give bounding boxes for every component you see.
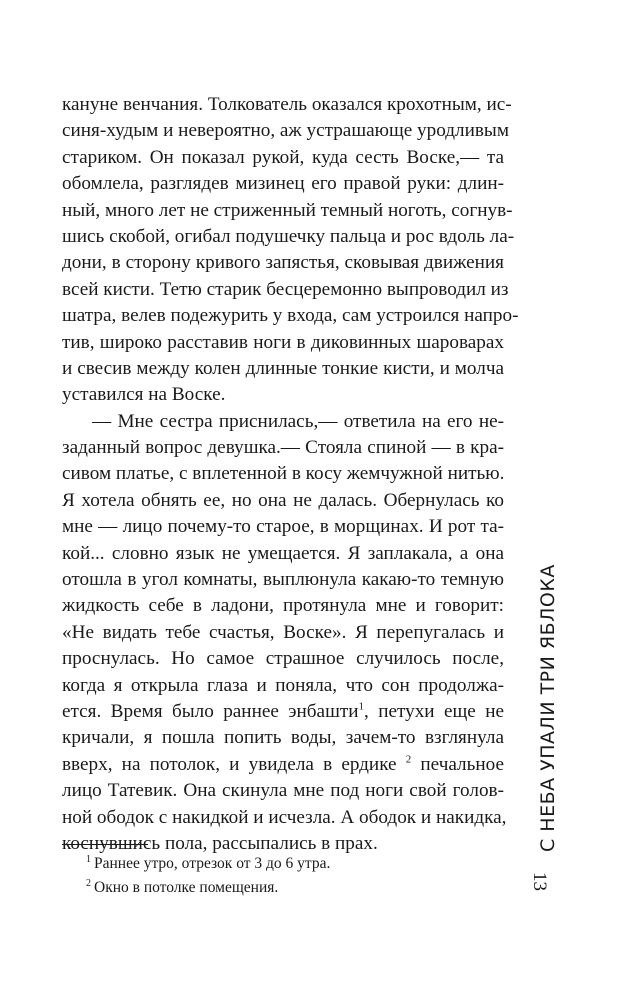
text-line: — Мне сестра приснилась,— ответила на его не- <box>92 410 504 432</box>
footnote-item <box>86 852 506 876</box>
footnote-text: Раннее утро, отрезок от 3 до 6 утра. <box>94 855 331 872</box>
text-line: стариком. Он показал рукой, куда сесть Воске,— та <box>62 146 504 168</box>
text-line: кой... словно язык не умещается. Я заплакала, а она <box>62 542 504 564</box>
text-fragment: вверх, на потолок, и увидела в ердике <box>62 753 397 775</box>
text-line: ной ободок с накидкой и исчезла. А ободок и накидка, <box>62 806 507 828</box>
text-line: шись скобой, огибал подушечку пальца и рос вдоль ла- <box>62 225 515 247</box>
footnote-divider <box>62 844 148 845</box>
text-line: сивом платье, с вплетенной в косу жемчужной нитью. <box>62 463 505 485</box>
running-head-title: С НЕБА УПАЛИ ТРИ ЯБЛОКА <box>537 564 559 852</box>
text-line: дони, в сторону кривого запястья, сковывая движения <box>62 252 504 274</box>
text-line: всей кисти. Тетю старик бесцеремонно выпроводил из <box>62 278 509 300</box>
footnote-ref: 2 <box>405 753 412 766</box>
footnote-item <box>86 876 506 900</box>
text-line-with-footnote <box>62 752 504 778</box>
text-line: обомлела, разглядев мизинец его правой руки: длин- <box>62 173 504 195</box>
text-fragment: ется. Время было раннее энбашти <box>62 700 359 722</box>
text-line: жидкость себе в ладони, протянула мне и говорит: <box>62 595 504 617</box>
footnotes <box>86 852 506 900</box>
text-fragment: , петухи еще не <box>364 700 504 722</box>
text-line: когда я открыла глаза и поняла, что сон продолжа- <box>62 674 504 696</box>
footnote-text: Окно в потолке помещения. <box>94 879 279 896</box>
text-line-with-footnote <box>62 699 504 725</box>
footnote-ref: 1 <box>358 700 364 713</box>
text-line: Я хотела обнять ее, но она не далась. Обернулась ко <box>62 489 504 511</box>
text-line: кричали, я пошла попить воды, зачем-то взглянула <box>62 727 504 749</box>
text-line: шатра, велев подежурить у входа, сам устроился напро- <box>62 305 519 327</box>
text-line: заданный вопрос девушка.— Стояла спиной — в кра- <box>62 437 504 459</box>
text-line: уставился на Воске. <box>62 384 226 406</box>
text-line: кануне венчания. Толкователь оказался крохотным, ис- <box>62 94 512 115</box>
text-line: коснувшись пола, рассыпались в прах. <box>62 832 378 854</box>
page-number-text: 13 <box>529 872 550 891</box>
text-line: тив, широко расставив ноги в диковинных шароварах <box>62 331 504 353</box>
text-line: «Не видать тебе счастья, Воске». Я перепугалась и <box>62 621 504 643</box>
text-line: синя-худым и невероятно, аж устрашающе уродливым <box>62 120 509 142</box>
text-line: мне — лицо почему-то старое, в морщинах. И рот та- <box>62 516 504 538</box>
text-line: лицо Татевик. Она скинула мне под ноги свой голов- <box>62 780 504 802</box>
footnote-mark: 2 <box>86 877 91 889</box>
footnote-mark: 1 <box>86 853 91 865</box>
text-line: проснулась. Но самое страшное случилось после, <box>62 648 504 670</box>
body-text <box>62 92 519 857</box>
text-line: и свесив между колен длинные тонкие кисти, и молча <box>62 357 504 379</box>
text-line: отошла в угол комнаты, выплюнула какаю-то темную <box>62 569 504 591</box>
text-line: ный, много лет не стриженный темный ноготь, согнув- <box>62 199 513 221</box>
text-fragment: печальное <box>411 753 504 775</box>
